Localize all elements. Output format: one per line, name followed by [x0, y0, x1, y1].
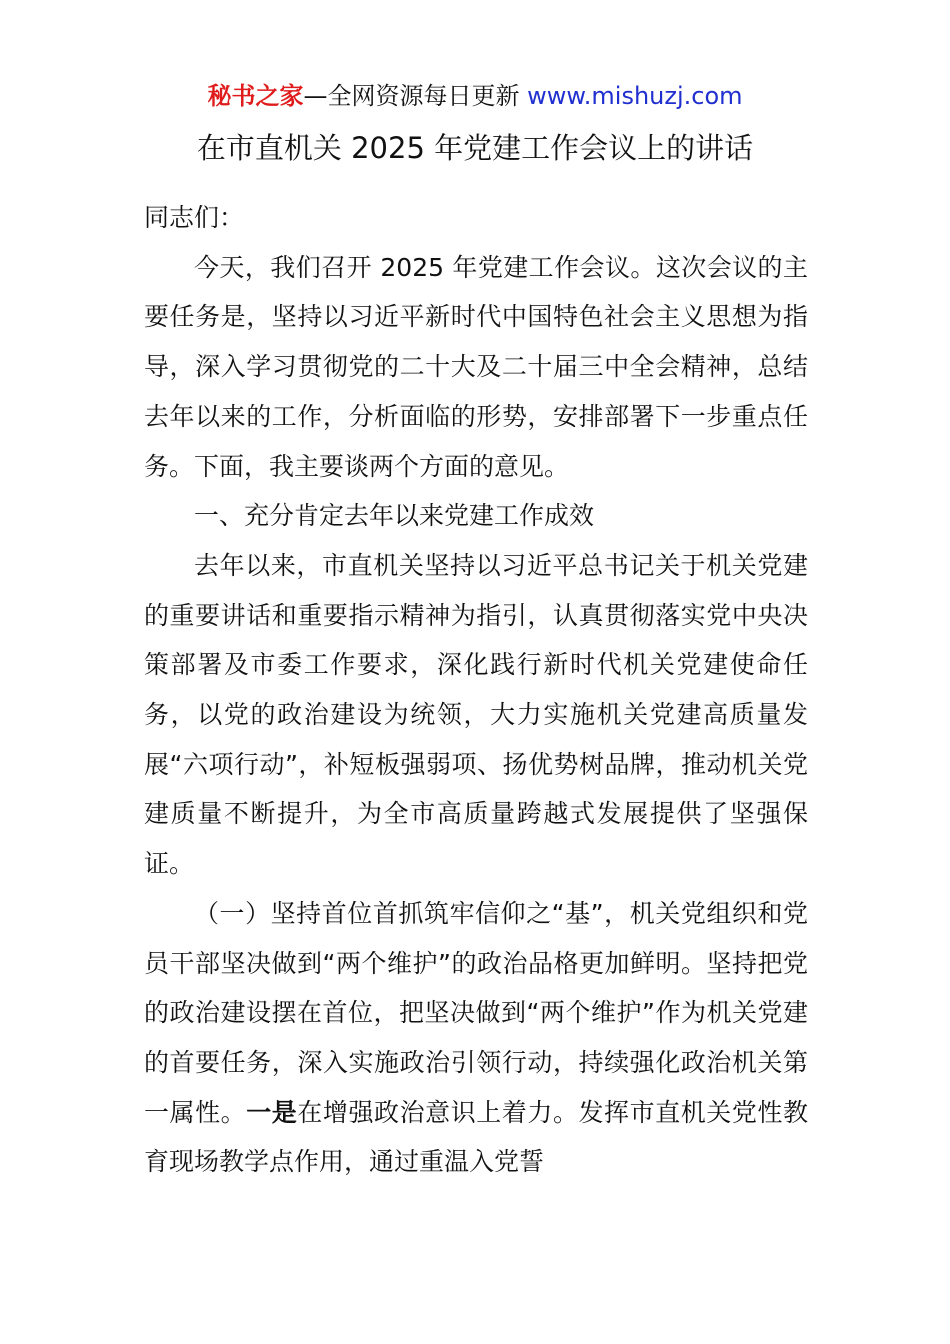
header-tagline: —全网资源每日更新 — [303, 82, 528, 110]
site-url-link[interactable]: www.mishuzj.com — [527, 82, 743, 110]
subsection-text: （一）坚持首位首抓筑牢信仰之“基”，机关党组织和党员干部坚决做到“两个维护”的政治品格更加鲜明。坚持把党的政治建设摆在首位，把坚决做到“两个维护”作为机关党建的首要任务，深入实施政治引领行动，持续强化政治机关第一属性。 — [144, 898, 808, 1127]
section-paragraph: 去年以来，市直机关坚持以习近平总书记关于机关党建的重要讲话和重要指示精神为指引，认真贯彻落实党中央决策部署及市委工作要求，深化践行新时代机关党建使命任务，以党的政治建设为统领，大力实施机关党建高质量发展“六项行动”，补短板强弱项、扬优势树品牌，推动机关党建质量不断提升，为全市高质量跨越式发展提供了坚强保证。 — [144, 550, 808, 879]
brand-name: 秘书之家 — [207, 82, 304, 110]
section-heading: 一、充分肯定去年以来党建工作成效 — [194, 501, 595, 531]
site-header — [0, 80, 950, 112]
salutation: 同志们： — [144, 203, 245, 232]
subsection-text-continued: 在增强政治意识上着力。发挥市直机关党性教育现场教学点作用，通过重温入党誓 — [144, 1097, 808, 1177]
document-title: 在市直机关 2025 年党建工作会议上的讲话 — [196, 131, 754, 165]
emphasis-marker: 一是 — [246, 1097, 298, 1127]
intro-paragraph: 今天，我们召开 2025 年党建工作会议。这次会议的主要任务是，坚持以习近平新时代中国特色社会主义思想为指导，深入学习贯彻党的二十大及二十届三中全会精神，总结去年以来的工作，分析面临的形势，安排部署下一步重点任务。下面，我主要谈两个方面的意见。 — [144, 252, 808, 481]
document-body — [144, 193, 808, 1187]
subsection-paragraph — [144, 889, 808, 1187]
